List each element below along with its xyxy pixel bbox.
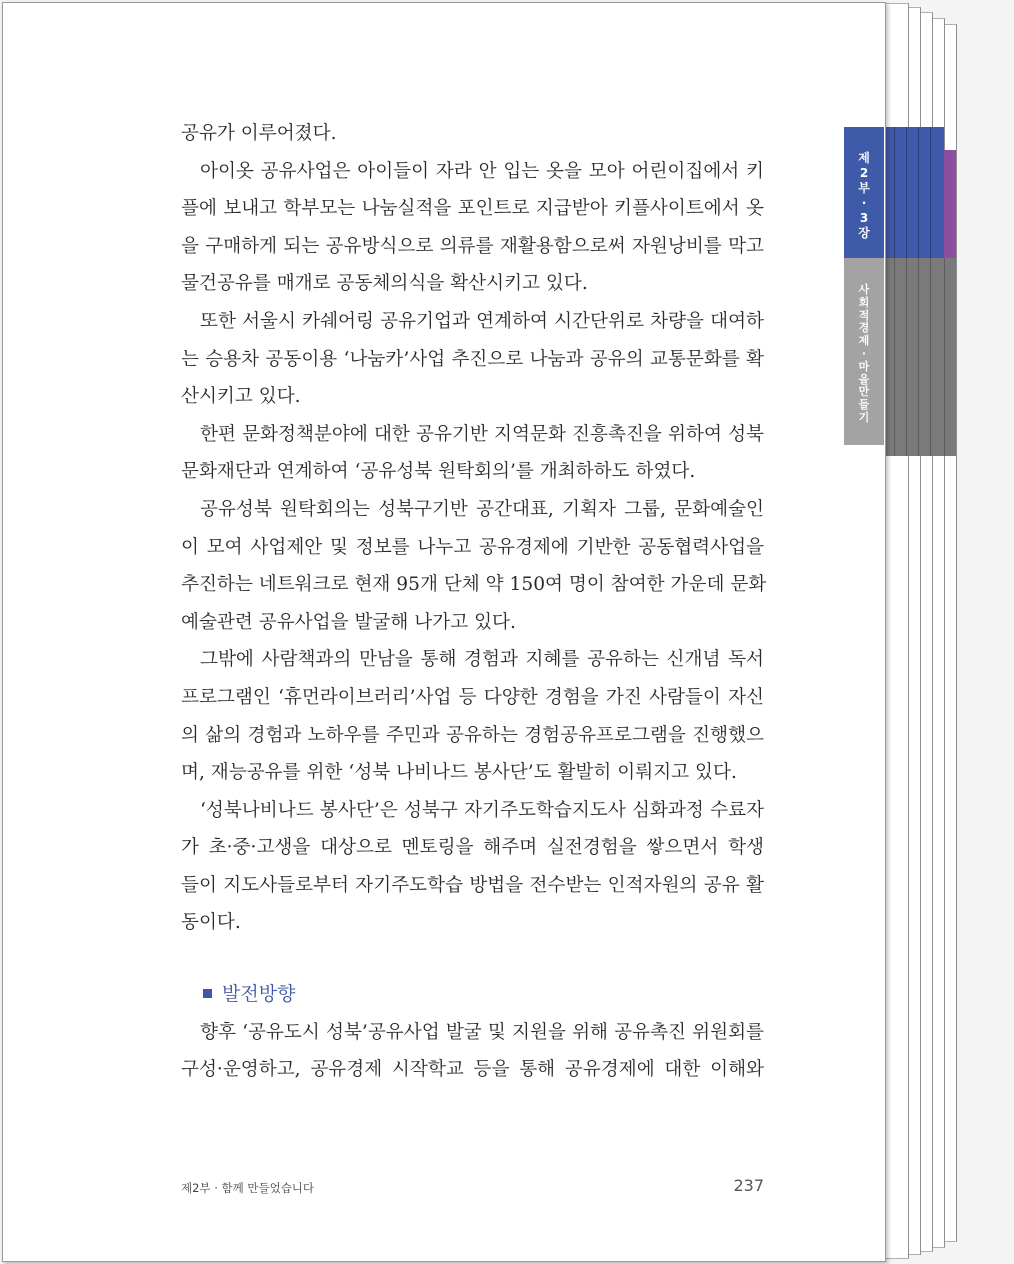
section-tab-char: 적 <box>858 308 870 322</box>
edge-tab-divider <box>918 127 919 273</box>
chapter-tab-char: 부 <box>858 181 870 195</box>
text-line: 물건공유를 매개로 공동체의식을 확산시키고 있다. <box>181 273 588 295</box>
text-line: 을 구매하게 되는 공유방식으로 의류를 재활용함으로써 자원낭비를 막고 <box>181 235 764 257</box>
section-tab-char: 만 <box>858 385 870 399</box>
text-line: 그밖에 사람책과의 만남을 통해 경험과 지혜를 공유하는 신개념 독서 <box>200 649 764 671</box>
section-tab-char: · <box>861 346 867 360</box>
chapter-tab-char: 3 <box>859 211 869 225</box>
section-tab-char: 을 <box>858 372 870 386</box>
running-footer: 제2부 · 함께 만들었습니다 <box>181 1181 315 1195</box>
chapter-tab-char: 2 <box>859 166 869 180</box>
edge-tab-divider <box>930 127 931 273</box>
text-line: 의 삶의 경험과 노하우를 주민과 공유하는 경험공유프로그램을 진행했으 <box>181 724 764 746</box>
text-line: 이 모여 사업제안 및 정보를 나누고 공유경제에 기반한 공동협력사업을 <box>181 536 764 558</box>
text-line: 문화재단과 연계하여 ‘공유성북 원탁회의’를 개최하하도 하였다. <box>181 461 696 483</box>
text-line: 는 승용차 공동이용 ‘나눔카’사업 추진으로 나눔과 공유의 교통문화를 확 <box>181 348 764 370</box>
edge-tab-divider <box>944 258 945 456</box>
chapter-tab-char: 장 <box>858 226 870 240</box>
section-heading <box>181 976 764 1014</box>
body-text <box>181 115 767 1089</box>
text-line: 프로그램인 ‘휴먼라이브러리’사업 등 다양한 경험을 가진 사람들이 자신 <box>181 686 764 708</box>
chapter-tab-char: 제 <box>858 151 870 165</box>
edge-tab-divider <box>894 258 895 456</box>
edge-tab-divider <box>930 258 931 456</box>
text-line: 며, 재능공유를 위한 ‘성북 나비나드 봉사단’도 활발히 이뤄지고 있다. <box>181 762 737 784</box>
text-line: 공유성북 원탁회의는 성북구기반 공간대표, 기획자 그룹, 문화예술인 <box>200 498 764 520</box>
text-line: 동이다. <box>181 912 241 934</box>
text-line: 공유가 이루어졌다. <box>181 123 337 144</box>
text-line: 들이 지도사들로부터 자기주도학습 방법을 전수받는 인적자원의 공유 활 <box>181 874 764 896</box>
section-tab-char: 사 <box>858 283 870 296</box>
edge-tab-divider <box>906 258 907 456</box>
section-tab-char: 기 <box>858 410 870 424</box>
section-tab-char: 제 <box>858 334 870 348</box>
chapter-tab-char: · <box>861 196 867 210</box>
text-line: 구성·운영하고, 공유경제 시작학교 등을 통해 공유경제에 대한 이해와 <box>181 1059 764 1081</box>
edge-tab-divider <box>894 127 895 273</box>
text-line: 산시키고 있다. <box>181 386 301 408</box>
page-number: 237 <box>733 1176 764 1195</box>
text-line: 향후 ‘공유도시 성북’공유사업 발굴 및 지원을 위해 공유촉진 위원회를 <box>200 1021 764 1043</box>
section-tab-char: 마 <box>858 359 870 373</box>
text-line: ‘성북나비나드 봉사단’은 성북구 자기주도학습지도사 심화과정 수료자 <box>200 799 764 821</box>
text-line: 추진하는 네트워크로 현재 95개 단체 약 150여 명이 참여한 가운데 문화 <box>181 574 767 596</box>
edge-tab-divider <box>918 258 919 456</box>
text-line: 아이옷 공유사업은 아이들이 자라 안 입는 옷을 모아 어린이집에서 키 <box>200 160 764 182</box>
text-line: 가 초·중·고생을 대상으로 멘토링을 해주며 실전경험을 쌓으면서 학생 <box>181 837 764 859</box>
square-bullet-icon <box>203 989 212 998</box>
edge-tab-purple <box>944 150 956 273</box>
text-line: 예술관련 공유사업을 발굴해 나가고 있다. <box>181 611 516 633</box>
edge-tab-blue <box>884 127 944 273</box>
text-line: 또한 서울시 카쉐어링 공유기업과 연계하여 시간단위로 차량을 대여하 <box>200 310 764 332</box>
edge-tab-divider <box>906 127 907 273</box>
section-tab-char: 회 <box>858 295 870 309</box>
text-line: 플에 보내고 학부모는 나눔실적을 포인트로 지급받아 키플사이트에서 옷 <box>181 198 764 220</box>
section-tab <box>844 258 884 445</box>
section-heading-text: 발전방향 <box>222 983 296 1006</box>
text-line: 한편 문화정책분야에 대한 공유기반 지역문화 진흥촉진을 위하여 성북 <box>200 423 764 445</box>
chapter-tab <box>844 127 884 273</box>
section-tab-char: 경 <box>858 321 870 335</box>
section-tab-char: 들 <box>858 398 870 412</box>
section-gap <box>181 942 764 976</box>
